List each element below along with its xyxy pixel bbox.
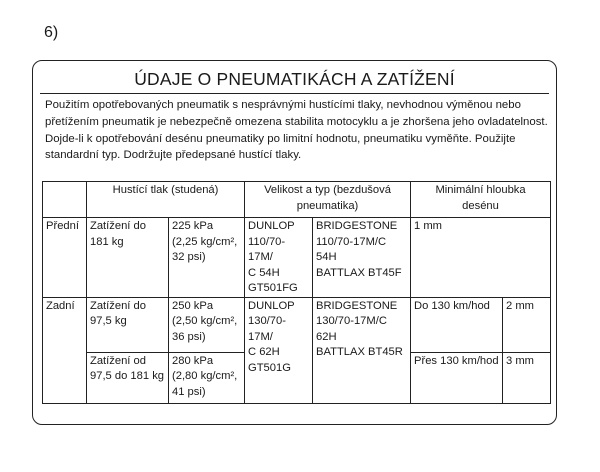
front-bridgestone: BRIDGESTONE 110/70-17M/C 54H BATTLAX BT45F [313, 218, 411, 298]
front-position: Přední [43, 218, 87, 298]
rear-pressure-2: 280 kPa (2,80 kg/cm², 41 psi) [169, 352, 245, 403]
rear-position: Zadní [43, 297, 87, 403]
front-pressure: 225 kPa (2,25 kg/cm², 32 psi) [169, 218, 245, 298]
front-load: Zatížení do 181 kg [87, 218, 169, 298]
rear-speed-2: Přes 130 km/hod [411, 352, 503, 403]
rear-load-2: Zatížení od 97,5 do 181 kg [87, 352, 169, 403]
table-header-row [43, 182, 551, 218]
header-size-type: Velikost a typ (bezdušová pneumatika) [245, 182, 411, 218]
rear-bridgestone: BRIDGESTONE 130/70-17M/C 62H BATTLAX BT45R [313, 297, 411, 403]
title-divider [40, 93, 549, 94]
warning-text: Použitím opotřebovaných pneumatik s nesprávnými hustícími tlaky, nevhodnou výměnou nebo přetížením pneumatik je nebezpečně omezena stabilita motocyklu a je zhoršena jeho ovladatelnost. Dojde-li k opotřebování desénu pneumatiky po limitní hodnotu, pneumatiku vyměňte. Použijte standardní typ. Dodržujte předepsané hustící tlaky. [45, 99, 548, 162]
header-min-depth: Minimální hloubka desénu [411, 182, 551, 218]
rear-depth-1: 2 mm [503, 297, 551, 352]
header-empty-cell [43, 182, 87, 218]
rear-speed-1: Do 130 km/hod [411, 297, 503, 352]
rear-pressure-1: 250 kPa (2,50 kg/cm², 36 psi) [169, 297, 245, 352]
tire-spec-table [42, 181, 551, 404]
page-number: 6) [44, 24, 59, 41]
header-pressure: Hustící tlak (studená) [87, 182, 245, 218]
table-row-front [43, 218, 551, 298]
table-row-rear-1 [43, 297, 551, 352]
label-title: ÚDAJE O PNEUMATIKÁCH A ZATÍŽENÍ [134, 69, 455, 89]
front-min-depth: 1 mm [411, 218, 551, 298]
rear-depth-2: 3 mm [503, 352, 551, 403]
front-dunlop: DUNLOP 110/70-17M/ C 54H GT501FG [245, 218, 313, 298]
rear-load-1: Zatížení do 97,5 kg [87, 297, 169, 352]
rear-dunlop: DUNLOP 130/70-17M/ C 62H GT501G [245, 297, 313, 403]
